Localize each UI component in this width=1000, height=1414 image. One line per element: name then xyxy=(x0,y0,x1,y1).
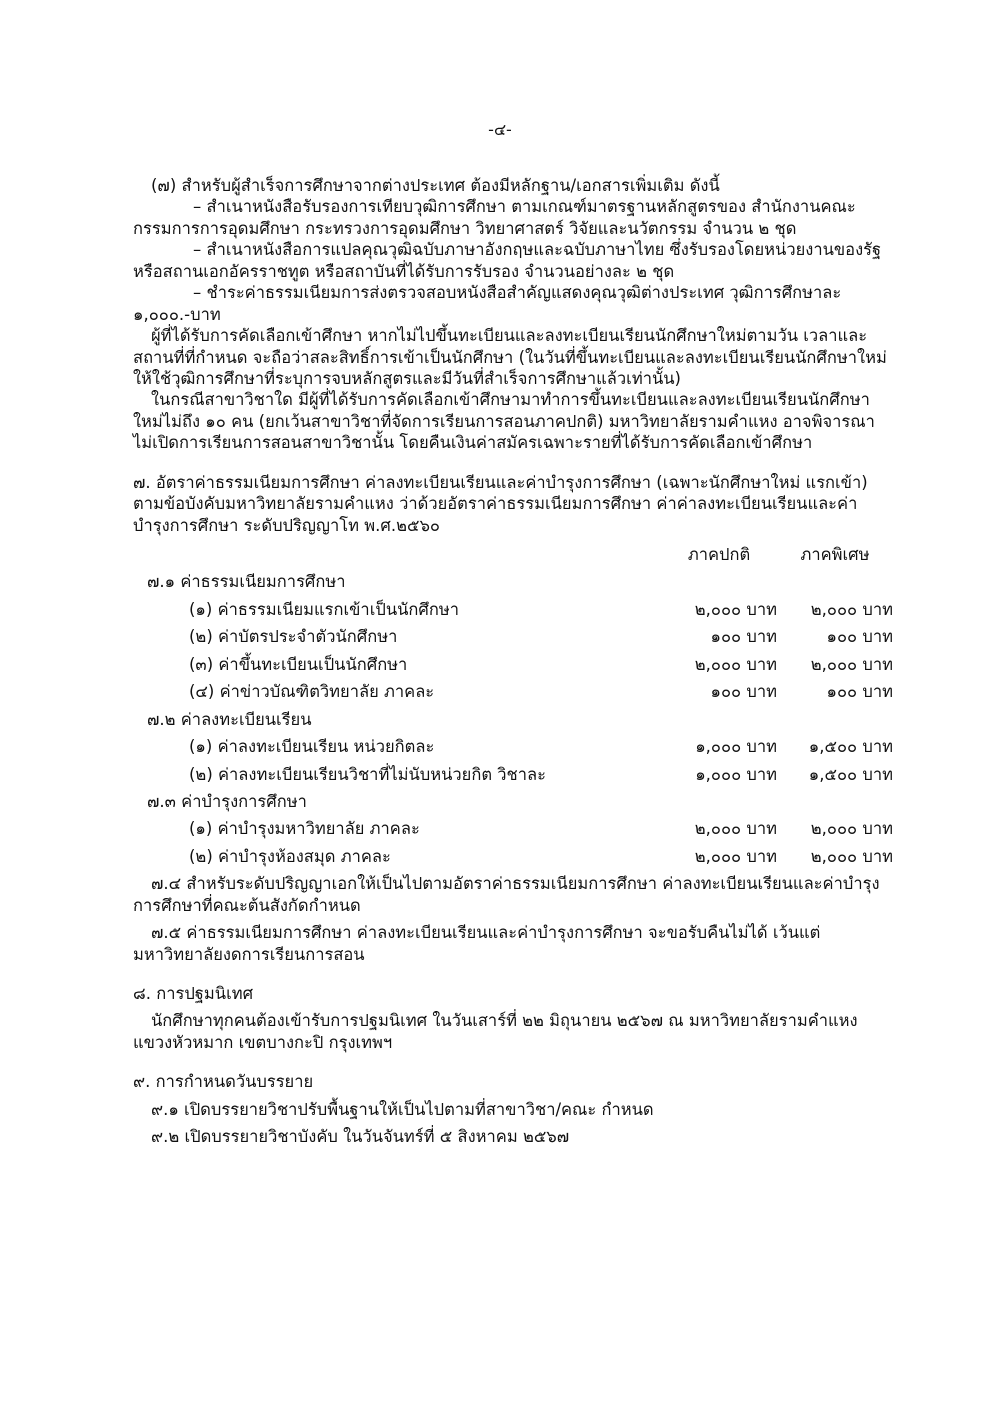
bullet-equivalence-certificate: – สำเนาหนังสือรับรองการเทียบวุฒิการศึกษา ตามเกณฑ์มาตรฐานหลักสูตรของ สำนักงานคณะกรรมการการอุดมศึกษา กระทรวงการอุดมศึกษา วิทยาศาสตร์ วิจัยและนวัตกรรม จำนวน ๒ ชุด xyxy=(133,197,856,238)
fee-section-7-2 xyxy=(133,709,893,785)
fee-row xyxy=(133,764,893,785)
fee-label: (๒) ค่าบัตรประจำตัวนักศึกษา xyxy=(189,627,398,647)
orientation-title: ๘. การปฐมนิเทศ xyxy=(133,984,254,1003)
fee-regular: ๑,๐๐๐ บาท xyxy=(695,764,777,784)
fee-special: ๑๐๐ บาท xyxy=(826,682,893,702)
fee-special: ๑,๕๐๐ บาท xyxy=(808,737,893,757)
fee-special: ๑,๕๐๐ บาท xyxy=(808,764,893,784)
fee-special: ๒,๐๐๐ บาท xyxy=(810,846,893,866)
fee-section-title: ๗.๒ ค่าลงทะเบียนเรียน xyxy=(147,709,312,729)
fee-regular: ๑๐๐ บาท xyxy=(710,627,777,647)
fee-special: ๑๐๐ บาท xyxy=(826,627,893,647)
fees-intro: ๗. อัตราค่าธรรมเนียมการศึกษา ค่าลงทะเบียนเรียนและค่าบำรุงการศึกษา (เฉพาะนักศึกษาใหม่ แรกเข้า) ตามข้อบังคับมหาวิทยาลัยรามคำแหง ว่าด้วยอัตราค่าธรรมเนียมการศึกษา ค่าค่าลงทะเบียนเรียนและค่าบำรุงการศึกษา ระดับปริญญาโท พ.ศ.๒๕๖๐ xyxy=(133,472,868,535)
fee-label: (๑) ค่าธรรมเนียมแรกเข้าเป็นนักศึกษา xyxy=(189,599,459,619)
fee-regular: ๒,๐๐๐ บาท xyxy=(694,654,777,674)
lecture-item-9-2: ๙.๒ เปิดบรรยายวิชาบังคับ ในวันจันทร์ที่ ๕ สิงหาคม ๒๕๖๗ xyxy=(151,1127,570,1147)
fee-section-title: ๗.๑ ค่าธรรมเนียมการศึกษา xyxy=(147,572,346,592)
fee-label: (๒) ค่าบำรุงห้องสมุด ภาคละ xyxy=(189,846,391,866)
bullet-translation: – สำเนาหนังสือการแปลคุณวุฒิฉบับภาษาอังกฤษและฉบับภาษาไทย ซึ่งรับรองโดยหน่วยงานของรัฐหรือสถานเอกอัครราชทูต หรือสถาบันที่ได้รับการรับรอง จำนวนอย่างละ ๒ ชุด xyxy=(133,240,882,281)
fee-regular: ๑๐๐ บาท xyxy=(710,682,777,702)
fee-row xyxy=(133,736,893,757)
fee-section-7-3 xyxy=(133,791,893,867)
page-number: -๔- xyxy=(488,120,512,139)
fee-regular: ๒,๐๐๐ บาท xyxy=(694,846,777,866)
fee-label: (๑) ค่าลงทะเบียนเรียน หน่วยกิตละ xyxy=(189,737,435,757)
note-7-5: ๗.๕ ค่าธรรมเนียมการศึกษา ค่าลงทะเบียนเรียนและค่าบำรุงการศึกษา จะขอรับคืนไม่ได้ เว้นแต่มหาวิทยาลัยงดการเรียนการสอน xyxy=(133,923,821,964)
fee-label: (๒) ค่าลงทะเบียนเรียนวิชาที่ไม่นับหน่วยกิต วิชาละ xyxy=(189,764,546,784)
fee-regular: ๑,๐๐๐ บาท xyxy=(695,737,777,757)
fee-label: (๑) ค่าบำรุงมหาวิทยาลัย ภาคละ xyxy=(189,819,420,839)
paragraph-minimum-enrollment: ในกรณีสาขาวิชาใด มีผู้ที่ได้รับการคัดเลือกเข้าศึกษามาทำการขึ้นทะเบียนและลงทะเบียนเรียนนักศึกษาใหม่ไม่ถึง ๑๐ คน (ยกเว้นสาขาวิชาที่จัดการเรียนการสอนภาคปกติ) มหาวิทยาลัยรามคำแหง อาจพิจารณาไม่เปิดการเรียนการสอนสาขาวิชานั้น โดยคืนเงินค่าสมัครเฉพาะรายที่ได้รับการคัดเลือกเข้าศึกษา xyxy=(133,390,875,453)
document-body xyxy=(133,175,893,1148)
fee-regular: ๒,๐๐๐ บาท xyxy=(694,599,777,619)
fee-special: ๒,๐๐๐ บาท xyxy=(810,819,893,839)
fee-row xyxy=(133,818,893,839)
bullet-verification-fee: – ชำระค่าธรรมเนียมการส่งตรวจสอบหนังสือสำคัญแสดงคุณวุฒิต่างประเทศ วุฒิการศึกษาละ ๑,๐๐๐.-บาท xyxy=(133,283,842,324)
column-special: ภาคพิเศษ xyxy=(800,545,870,564)
fee-section-title: ๗.๓ ค่าบำรุงการศึกษา xyxy=(147,791,307,811)
item-7-foreign-graduates: (๗) สำหรับผู้สำเร็จการศึกษาจากต่างประเทศ ต้องมีหลักฐาน/เอกสารเพิ่มเติม ดังนี้ xyxy=(151,176,720,195)
paragraph-forfeit-rights: ผู้ที่ได้รับการคัดเลือกเข้าศึกษา หากไม่ไปขึ้นทะเบียนและลงทะเบียนเรียนนักศึกษาใหม่ตามวัน เวลาและสถานที่ที่กำหนด จะถือว่าสละสิทธิ์การเข้าเป็นนักศึกษา (ในวันที่ขึ้นทะเบียนและลงทะเบียนเรียนนักศึกษาใหม่ ให้ใช้วุฒิการศึกษาที่ระบุการจบหลักสูตรและมีวันที่สำเร็จการศึกษาแล้วเท่านั้น) xyxy=(133,326,887,388)
fee-row xyxy=(133,846,893,867)
orientation-text: นักศึกษาทุกคนต้องเข้ารับการปฐมนิเทศ ในวันเสาร์ที่ ๒๒ มิถุนายน ๒๕๖๗ ณ มหาวิทยาลัยรามคำแหง แขวงหัวหมาก เขตบางกะปิ กรุงเทพฯ xyxy=(133,1011,858,1052)
fee-row xyxy=(133,626,893,647)
fee-regular: ๒,๐๐๐ บาท xyxy=(694,819,777,839)
note-7-4: ๗.๔ สำหรับระดับปริญญาเอกให้เป็นไปตามอัตราค่าธรรมเนียมการศึกษา ค่าลงทะเบียนเรียนและค่าบำรุงการศึกษาที่คณะต้นสังกัดกำหนด xyxy=(133,874,880,915)
column-regular: ภาคปกติ xyxy=(687,545,751,564)
fee-special: ๒,๐๐๐ บาท xyxy=(810,654,893,674)
fee-section-7-1 xyxy=(133,571,893,702)
lectures-title: ๙. การกำหนดวันบรรยาย xyxy=(133,1072,314,1092)
fee-label: (๔) ค่าข่าวบัณฑิตวิทยาลัย ภาคละ xyxy=(189,682,435,702)
fee-row xyxy=(133,599,893,620)
lecture-item-9-1: ๙.๑ เปิดบรรยายวิชาปรับพื้นฐานให้เป็นไปตามที่สาขาวิชา/คณะ กำหนด xyxy=(151,1099,654,1119)
fee-row xyxy=(133,681,893,702)
fee-special: ๒,๐๐๐ บาท xyxy=(810,599,893,619)
fee-label: (๓) ค่าขึ้นทะเบียนเป็นนักศึกษา xyxy=(189,654,408,674)
fee-row xyxy=(133,654,893,675)
fee-table-header xyxy=(133,544,893,565)
